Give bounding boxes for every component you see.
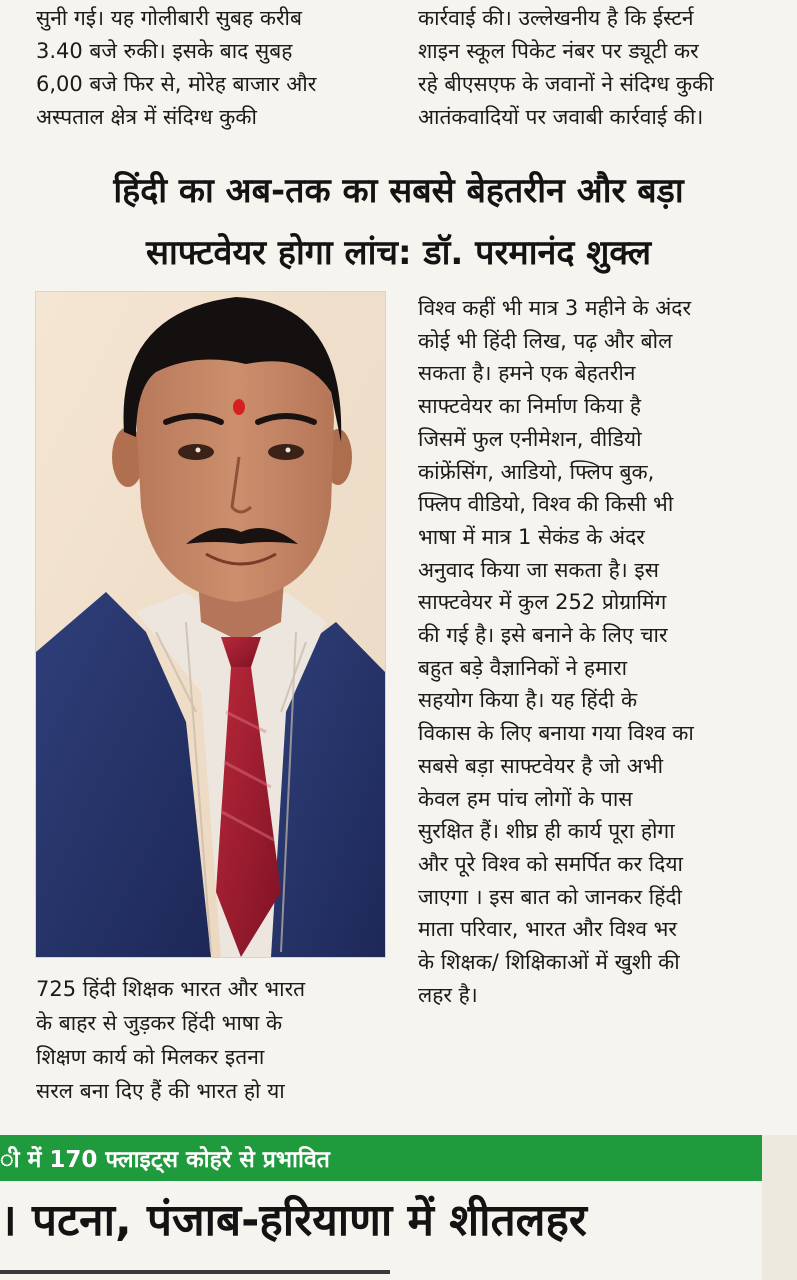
text-line: के बाहर से जुड़कर हिंदी भाषा के xyxy=(36,1011,283,1035)
text-line: की गई है। इसे बनाने के लिए चार xyxy=(418,623,668,648)
next-story-headline: । पटना, पंजाब-हरियाणा में शीतलहर xyxy=(0,1195,587,1246)
text-line: अस्पताल क्षेत्र में संदिग्ध कुकी xyxy=(36,105,257,129)
text-line: शाइन स्कूल पिकेट नंबर पर ड्यूटी कर xyxy=(418,39,699,63)
text-line: शिक्षण कार्य को मिलकर इतना xyxy=(36,1045,265,1069)
portrait-photo xyxy=(35,291,386,958)
top-left-column-text xyxy=(36,2,386,134)
text-line: अनुवाद किया जा सकता है। इस xyxy=(418,557,659,582)
text-line: और पूरे विश्व को समर्पित कर दिया xyxy=(418,851,683,876)
text-line: सकता है। हमने एक बेहतरीन xyxy=(418,361,636,386)
tilak-mark xyxy=(233,399,245,415)
text-line: विकास के लिए बनाया गया विश्व का xyxy=(418,721,694,746)
photo-caption-text xyxy=(36,972,396,1108)
headline-line-1: हिंदी का अब-तक का सबसे बेहतरीन और बड़ा xyxy=(113,171,684,211)
text-line: विश्व कहीं भी मात्र 3 महीने के अंदर xyxy=(418,296,692,320)
right-eye xyxy=(268,444,304,460)
text-line: जाएगा । इस बात को जानकर हिंदी xyxy=(418,884,682,909)
text-line: भाषा में मात्र 1 सेकंड के अंदर xyxy=(418,524,645,549)
bottom-divider xyxy=(0,1270,390,1274)
text-line: सहयोग किया है। यह हिंदी के xyxy=(418,688,638,713)
text-line: 6,00 बजे फिर से, मोरेह बाजार और xyxy=(36,72,317,96)
article-body-text xyxy=(418,292,788,1011)
next-story-kicker-bar xyxy=(0,1135,762,1181)
text-line: बहुत बड़े वैज्ञानिकों ने हमारा xyxy=(418,655,628,680)
text-line: कांफ्रेंसिंग, आडियो, फ्लिप बुक, xyxy=(418,459,655,484)
text-line: सुनी गई। यह गोलीबारी सुबह करीब xyxy=(36,6,302,30)
text-line: लहर है। xyxy=(418,982,478,1007)
article-headline xyxy=(0,160,797,284)
text-line: के शिक्षक/ शिक्षिकाओं में खुशी की xyxy=(418,950,680,975)
kicker-text: ी में 170 फ्लाइट्स कोहरे से प्रभावित xyxy=(0,1147,330,1173)
text-line: माता परिवार, भारत और विश्व भर xyxy=(418,917,678,942)
text-line: कार्रवाई की। उल्लेखनीय है कि ईस्टर्न xyxy=(418,6,694,30)
text-line: 3.40 बजे रुकी। इसके बाद सुबह xyxy=(36,39,293,63)
text-line: जिसमें फुल एनीमेशन, वीडियो xyxy=(418,426,642,451)
text-line: सरल बना दिए हैं की भारत हो या xyxy=(36,1079,285,1103)
text-line: रहे बीएसएफ के जवानों ने संदिग्ध कुकी xyxy=(418,72,714,96)
text-line: केवल हम पांच लोगों के पास xyxy=(418,786,633,811)
portrait-illustration xyxy=(36,292,385,957)
text-line: कोई भी हिंदी लिख, पढ़ और बोल xyxy=(418,328,673,353)
face xyxy=(136,332,334,602)
page-edge-strip xyxy=(762,1135,797,1280)
text-line: आतंकवादियों पर जवाबी कार्रवाई की। xyxy=(418,105,704,129)
text-line: फ्लिप वीडियो, विश्व की किसी भी xyxy=(418,492,674,517)
text-line: सुरक्षित हैं। शीघ्र ही कार्य पूरा होगा xyxy=(418,819,675,844)
text-line: सबसे बड़ा साफ्टवेयर है जो अभी xyxy=(418,753,664,778)
text-line: साफ्टवेयर का निर्माण किया है xyxy=(418,394,642,419)
headline-line-2: साफ्टवेयर होगा लांच: डॉ. परमानंद शुक्ल xyxy=(145,233,652,273)
top-right-column-text xyxy=(418,2,788,134)
text-line: साफ्टवेयर में कुल 252 प्रोग्रामिंग xyxy=(418,590,667,615)
left-eye xyxy=(178,444,214,460)
text-line: 725 हिंदी शिक्षक भारत और भारत xyxy=(36,977,306,1001)
